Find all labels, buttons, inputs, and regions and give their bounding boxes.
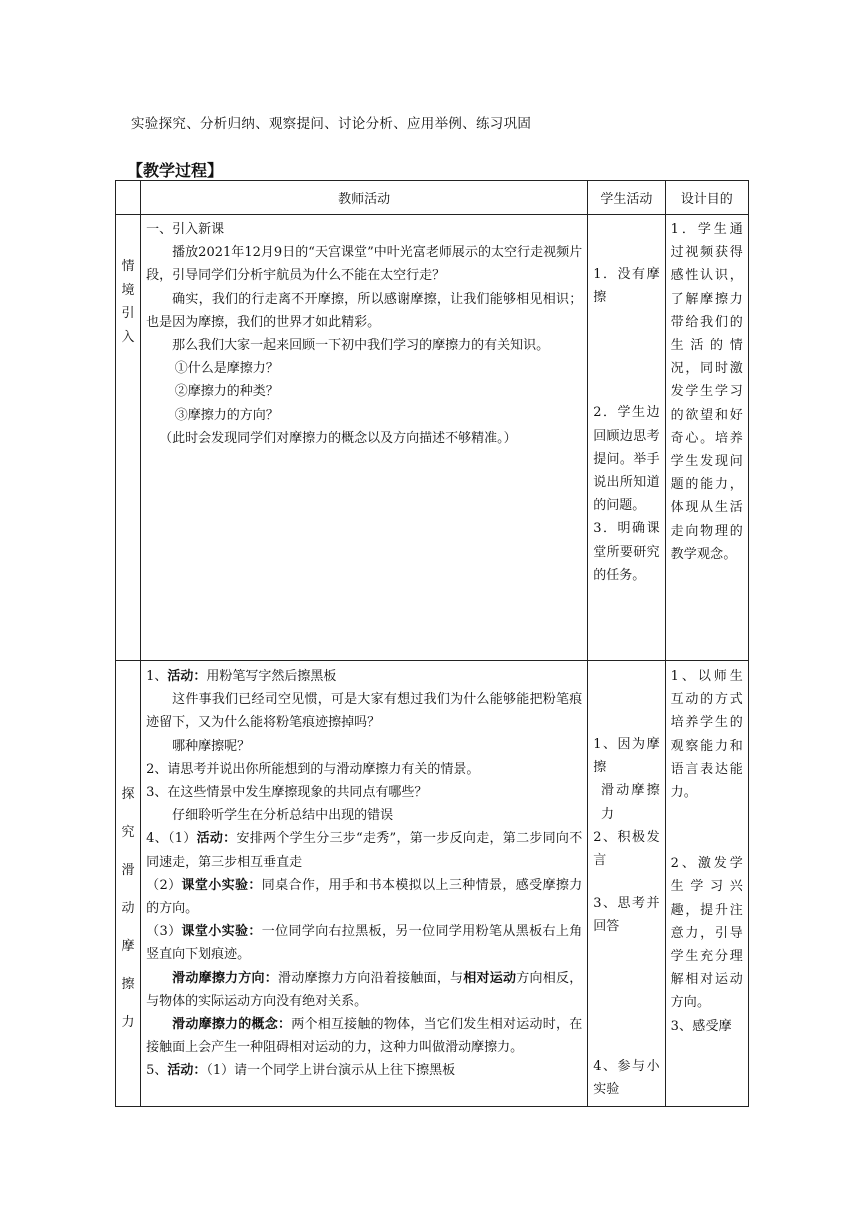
student-activity-cell	[588, 215, 665, 661]
teacher-activity-cell	[141, 215, 588, 661]
paragraph: 3．明确课堂所要研究的任务。	[593, 521, 660, 583]
teaching-methods-line: 实验探究、分析归纳、观察提问、讨论分析、应用举例、练习巩固	[131, 116, 532, 132]
paragraph: 4、（1）活动：安排两个学生分三步“走秀”，第一步反向走，第二步同向不同速走，第三步相互垂直走	[146, 831, 583, 870]
header-blank	[116, 181, 141, 215]
paragraph: 确实，我们的行走离不开摩擦，所以感谢摩擦，让我们能够相见相识；也是因为摩擦，我们的世界才如此精彩。	[146, 291, 583, 330]
section-title: 【教学过程】	[127, 161, 224, 180]
paragraph: 5、活动：（1）请一个同学上讲台演示从上往下擦黑板	[146, 1063, 456, 1079]
paragraph: 2、激发学生学习兴趣，提升注意力，引导学生充分理解相对运动方向。	[670, 856, 743, 1011]
header-design-purpose: 设计目的	[665, 181, 748, 215]
teaching-process-table	[115, 180, 749, 1107]
paragraph: 1、因为摩擦	[593, 737, 660, 776]
header-row	[116, 181, 749, 215]
teacher-activity-cell	[141, 661, 588, 1107]
paragraph: 1．学生通过视频获得感性认识，了解摩擦力带给我们的生活的情况，同时激发学生学习的欲望和好奇心。培养学生发现问题的能力，体现从生活走向物理的教学观念。	[670, 222, 743, 562]
design-purpose-cell	[665, 215, 748, 661]
paragraph: 那么我们大家一起来回顾一下初中我们学习的摩擦力的有关知识。	[172, 338, 550, 354]
paragraph: 2、请思考并说出你所能想到的与滑动摩擦力有关的情景。	[146, 761, 480, 777]
paragraph: 3、在这些情景中发生摩擦现象的共同点有哪些？	[146, 785, 428, 801]
paragraph: 1、以师生互动的方式培养学生的观察能力和语言表达能力。	[670, 669, 743, 801]
paragraph: 滑动摩擦力	[601, 783, 660, 822]
paragraph: 2．学生边回顾边思考提问。举手说出所知道的问题。	[593, 405, 660, 514]
question-item: ②摩擦力的种类？	[174, 384, 279, 400]
paragraph: 2、积极发言	[593, 829, 660, 869]
paragraph: 播放2021年12月9日的“天宫课堂”中叶光富老师展示的太空行走视频片段，引导同学们分析宇航员为什么不能在太空行走？	[146, 245, 583, 284]
paragraph: （此时会发现同学们对摩擦力的概念以及方向描述不够精准。）	[159, 430, 517, 446]
paragraph: （2）课堂小实验：同桌合作，用手和书本模拟以上三种情景，感受摩擦力的方向。	[146, 877, 583, 917]
paragraph: 3、感受摩	[670, 1018, 732, 1034]
paragraph: 哪种摩擦呢？	[172, 738, 251, 754]
header-teacher-activity: 教师活动	[141, 181, 588, 215]
stage-label: 探 究 滑 动 摩 擦 力	[116, 661, 141, 1107]
question-item: ①什么是摩擦力？	[174, 361, 279, 377]
paragraph: 滑动摩擦力的概念：两个相互接触的物体，当它们发生相对运动时，在接触面上会产生一种阻碍相对运动的力，这种力叫做滑动摩擦力。	[146, 1017, 583, 1056]
paragraph: 3、思考并回答	[593, 896, 660, 935]
header-student-activity: 学生活动	[588, 181, 665, 215]
table-row	[116, 215, 749, 661]
paragraph: 一、引入新课	[146, 222, 225, 237]
table-row	[116, 661, 749, 1107]
paragraph: 1、活动：用粉笔写字然后擦黑板	[146, 669, 337, 684]
paragraph: 1．没有摩擦	[593, 267, 660, 306]
paragraph: 这件事我们已经司空见惯，可是大家有想过我们为什么能够能把粉笔痕迹留下，又为什么能将粉笔痕迹擦掉吗？	[146, 692, 583, 731]
question-item: ③摩擦力的方向？	[174, 407, 279, 423]
design-purpose-cell	[665, 661, 748, 1107]
paragraph: 4、参与小实验	[593, 1058, 660, 1097]
student-activity-cell	[588, 661, 665, 1107]
stage-label: 情 境 引 入	[116, 215, 141, 661]
paragraph: 滑动摩擦力方向：滑动摩擦力方向沿着接触面，与相对运动方向相反，与物体的实际运动方向没有绝对关系。	[146, 970, 583, 1009]
paragraph: （3）课堂小实验：一位同学向右拉黑板，另一位同学用粉笔从黑板右上角竖直向下划痕迹。	[146, 924, 583, 963]
paragraph: 仔细聆听学生在分析总结中出现的错误	[172, 808, 394, 824]
